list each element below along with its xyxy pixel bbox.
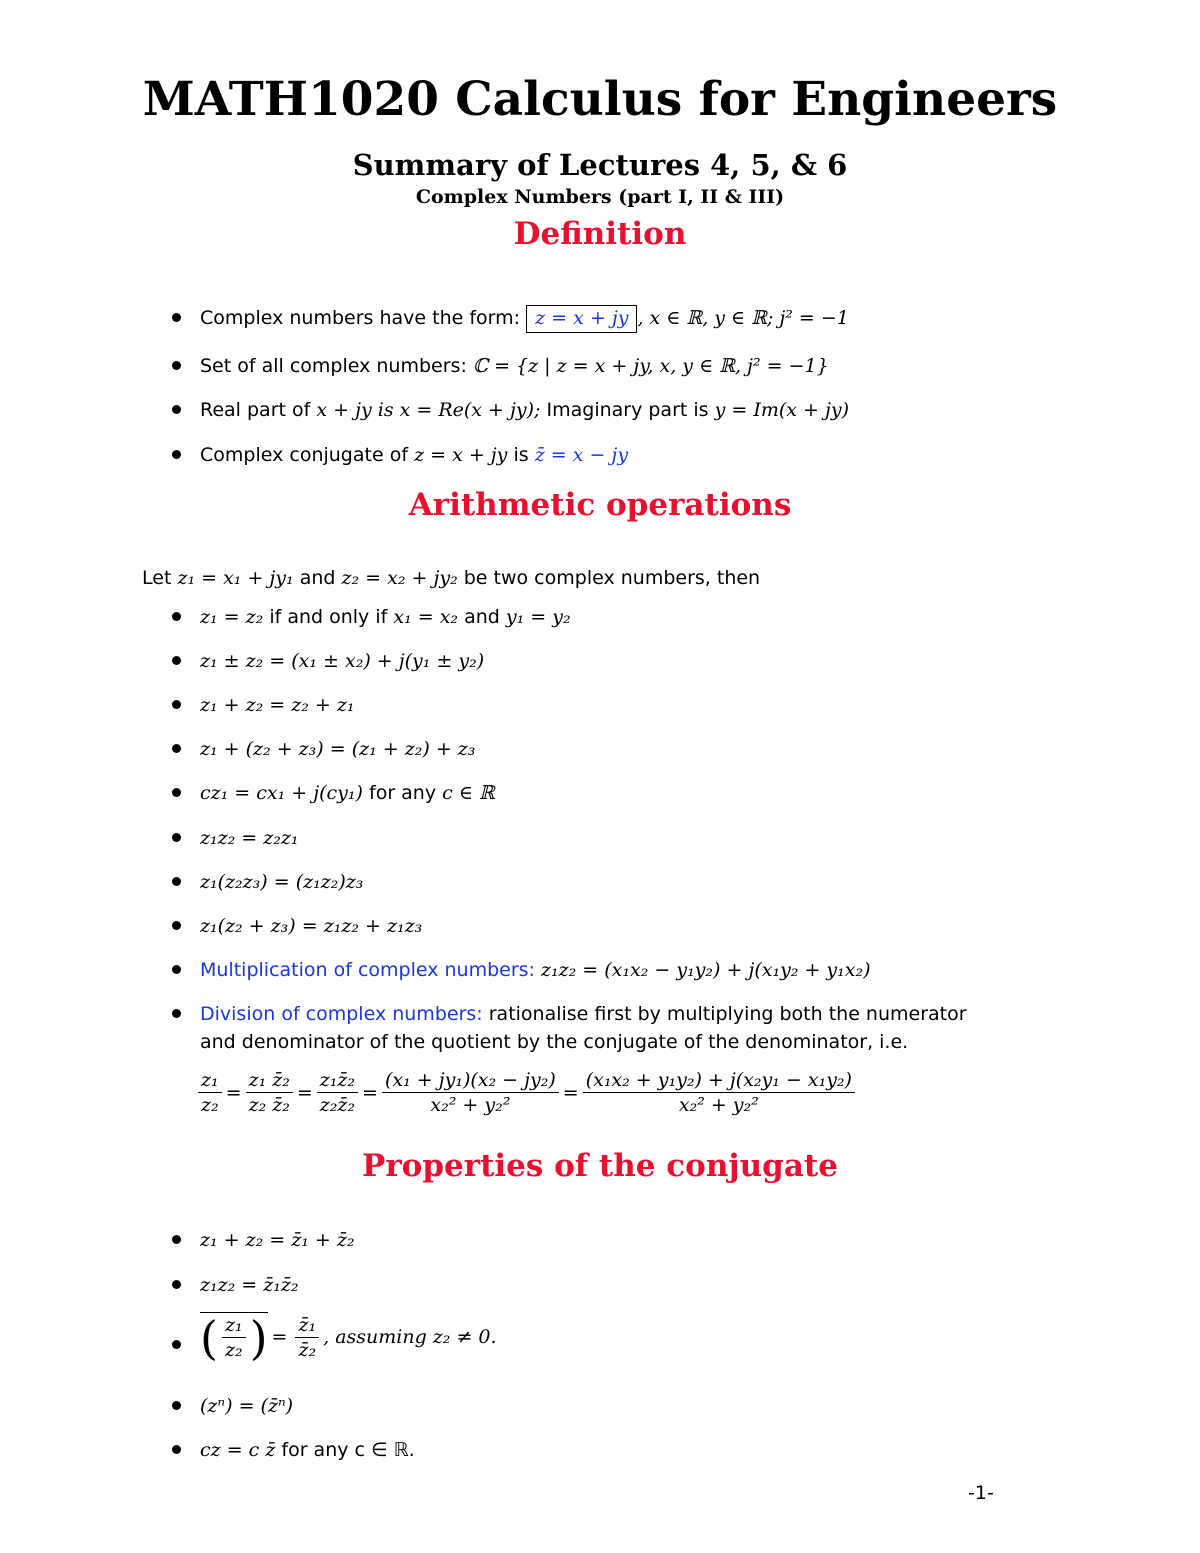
bullet xyxy=(172,744,181,753)
list-item: Complex conjugate of z = x + jy is z̄ = x − jy xyxy=(200,442,628,468)
page-number: -1- xyxy=(968,1482,994,1504)
list-item: (zⁿ) = (z̄ⁿ) xyxy=(200,1393,293,1419)
list-item: z₁ + z₂ = z̄₁ + z̄₂ xyxy=(200,1227,355,1253)
division-formula: $\frac{\text{z₁}}{\text{z₂}}$ = $\frac{\text{z₁ z̄₂}}{\text{z₂ z̄₂}}$ = $\frac{\text{z₁z̄₂}}{\text{z₂z̄₂}}$ = $\frac{\text{(x₁ + jy₁)(x₂ − jy₂)}}{\text{x₂² + y₂²}}$ = $\frac{\text{(x₁x₂ + y₁y₂) + j(x₂y₁ − x₁y₂)}}{\text{x₂² + y₂²}}$ xyxy=(194,1068,859,1117)
list-item: z₁ = z₂ if and only if x₁ = x₂ and y₁ = y₂ xyxy=(200,604,571,630)
section-heading-conjugate: Properties of the conjugate xyxy=(362,1148,838,1184)
bullet xyxy=(172,921,181,930)
list-item: z₁ + (z₂ + z₃) = (z₁ + z₂) + z₃ xyxy=(200,736,475,762)
bullet xyxy=(172,965,181,974)
bullet xyxy=(172,1235,181,1244)
list-item-continuation: and denominator of the quotient by the conjugate of the denominator, i.e. xyxy=(200,1031,909,1053)
bullet xyxy=(172,788,181,797)
boxed-formula: z = x + jy xyxy=(526,305,637,333)
list-item: z₁z₂ = z̄₁z̄₂ xyxy=(200,1272,299,1298)
list-item: Real part of x + jy is x = Re(x + jy); Imaginary part is y = Im(x + jy) xyxy=(200,397,849,423)
section-heading-definition: Definition xyxy=(513,216,687,252)
list-item: z₁(z₂ + z₃) = z₁z₂ + z₁z₃ xyxy=(200,913,422,939)
list-item: Multiplication of complex numbers: z₁z₂ = (x₁x₂ − y₁y₂) + j(x₁y₂ + y₁x₂) xyxy=(200,957,871,983)
bullet xyxy=(172,1401,181,1410)
bullet xyxy=(172,450,181,459)
list-item: z₁ + z₂ = z₂ + z₁ xyxy=(200,692,355,718)
list-item: cz₁ = cx₁ + j(cy₁) for any c ∈ ℝ xyxy=(200,780,495,806)
bullet xyxy=(172,1280,181,1289)
bullet xyxy=(172,656,181,665)
bullet xyxy=(172,612,181,621)
list-item: ( $\frac{\text{z₁}}{\text{z₂}}$ ) = $\frac{\text{z̄₁}}{\text{z̄₂}}$ , assuming z₂ ≠ 0. xyxy=(200,1312,497,1362)
list-item: Set of all complex numbers: ℂ = {z | z = x + jy, x, y ∈ ℝ, j² = −1} xyxy=(200,353,829,379)
bullet xyxy=(172,361,181,370)
bullet xyxy=(172,1445,181,1454)
bullet xyxy=(172,313,181,322)
section-heading-arithmetic: Arithmetic operations xyxy=(408,487,792,523)
list-item: Division of complex numbers: rationalise first by multiplying both the numerator xyxy=(200,1001,967,1027)
list-item: Complex numbers have the form: z = x + jy , x ∈ ℝ, y ∈ ℝ; j² = −1 xyxy=(200,305,849,331)
bullet xyxy=(172,833,181,842)
document-subsubtitle: Complex Numbers (part I, II & III) xyxy=(415,186,785,208)
list-item: cz = c z̄ for any c ∈ ℝ. xyxy=(200,1437,415,1463)
arithmetic-intro: Let z₁ = x₁ + jy₁ and z₂ = x₂ + jy₂ be two complex numbers, then xyxy=(142,567,761,589)
bullet xyxy=(172,700,181,709)
bullet xyxy=(172,1009,181,1018)
list-item: z₁z₂ = z₂z₁ xyxy=(200,825,299,851)
list-item: z₁ ± z₂ = (x₁ ± x₂) + j(y₁ ± y₂) xyxy=(200,648,484,674)
list-item: z₁(z₂z₃) = (z₁z₂)z₃ xyxy=(200,869,363,895)
bullet xyxy=(172,405,181,414)
bullet xyxy=(172,877,181,886)
document-title: MATH1020 Calculus for Engineers xyxy=(142,72,1058,127)
bullet xyxy=(172,1340,181,1349)
document-subtitle: Summary of Lectures 4, 5, & 6 xyxy=(352,148,848,182)
